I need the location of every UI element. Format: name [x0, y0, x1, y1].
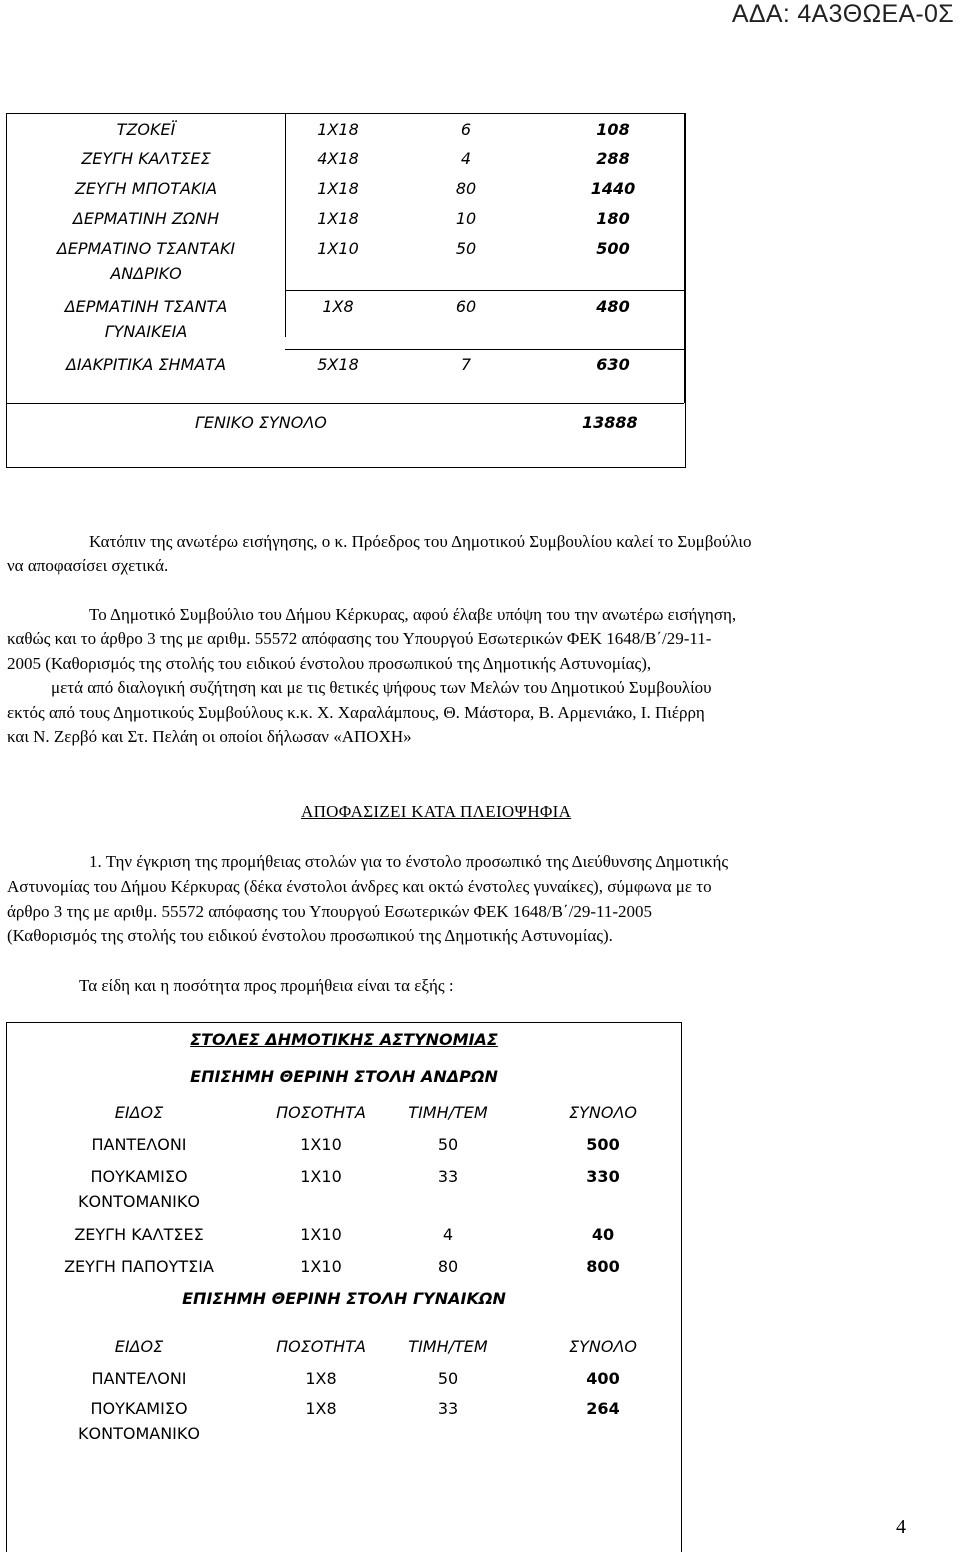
paragraph-line: Κατόπιν της ανωτέρω εισήγησης, ο κ. Πρόεδρος του Δημοτικού Συμβουλίου καλεί το Συμβούλιο — [89, 532, 752, 551]
item-name: ΔΙΑΚΡΙΤΙΚΑ ΣΗΜΑΤΑ — [65, 355, 227, 374]
col-header-total: ΣΥΝΟΛΟ — [569, 1103, 637, 1122]
item-name: ΔΕΡΜΑΤΙΝΗ ΤΣΑΝΤΑ — [64, 297, 228, 316]
paragraph-line: άρθρο 3 της με αριθμ. 55572 απόφασης του Υπουργού Εσωτερικών ΦΕΚ 1648/Β΄/29-11-2005 — [7, 902, 653, 921]
item-size: 1X18 — [317, 179, 359, 198]
col-header-qty: ΠΟΣΟΤΗΤΑ — [276, 1103, 366, 1122]
uniform-total: 400 — [586, 1369, 620, 1388]
item-name: ΖΕΥΓΗ ΜΠΟΤΑΚΙΑ — [74, 179, 218, 198]
uniform-item: ΠΑΝΤΕΛΟΝΙ — [91, 1369, 187, 1388]
uniform-qty: 1X8 — [305, 1369, 337, 1388]
uniform-item: ΠΑΝΤΕΛΟΝΙ — [91, 1135, 187, 1154]
uniform-qty: 1X10 — [300, 1225, 342, 1244]
items-table-rows — [7, 114, 685, 403]
uniforms-table — [6, 1022, 682, 1552]
uniform-qty: 1X10 — [300, 1257, 342, 1276]
item-total: 1440 — [590, 179, 636, 198]
paragraph-line: και Ν. Ζερβό και Στ. Πελάη οι οποίοι δήλωσαν «ΑΠΟΧΗ» — [7, 727, 412, 746]
uniform-total: 800 — [586, 1257, 620, 1276]
uniform-item: ΖΕΥΓΗ ΚΑΛΤΣΕΣ — [74, 1225, 204, 1244]
item-total: 500 — [596, 239, 630, 258]
uniform-price: 33 — [437, 1167, 459, 1186]
uniform-item: ΠΟΥΚΑΜΙΣΟ — [90, 1167, 188, 1186]
paragraph-line: εκτός από τους Δημοτικούς Συμβούλους κ.κ. Χ. Χαραλάμπους, Θ. Μάστορα, Β. Αρμενιάκο, Ι. Πιέρρη — [7, 703, 705, 722]
col-header-item: ΕΙΔΟΣ — [114, 1337, 164, 1356]
grand-total-value: 13888 — [582, 413, 638, 432]
paragraph-line: Το Δημοτικό Συμβούλιο του Δήμου Κέρκυρας, αφού έλαβε υπόψη του την ανωτέρω εισήγηση, — [89, 605, 737, 624]
uniform-item-cont: ΚΟΝΤΟΜΑΝΙΚΟ — [78, 1424, 200, 1443]
uniform-price: 50 — [437, 1369, 459, 1388]
paragraph-line: Τα είδη και η ποσότητα προς προμήθεια είναι τα εξής : — [79, 976, 454, 995]
col-header-total: ΣΥΝΟΛΟ — [569, 1337, 637, 1356]
col-header-price: ΤΙΜΗ/ΤΕΜ — [408, 1337, 488, 1356]
row-divider — [285, 290, 684, 291]
item-size: 1X18 — [317, 120, 359, 139]
item-name: ΤΖΟΚΕΪ — [116, 120, 176, 139]
item-total: 480 — [596, 297, 630, 316]
item-total: 180 — [596, 209, 630, 228]
paragraph-line: 1. Την έγκριση της προμήθειας στολών για το ένστολο προσωπικό της Διεύθυνσης Δημοτικής — [89, 852, 729, 871]
item-qty: 10 — [455, 209, 477, 228]
men-section-title: ΕΠΙΣΗΜΗ ΘΕΡΙΝΗ ΣΤΟΛΗ ΑΝΔΡΩΝ — [190, 1067, 498, 1086]
uniform-qty: 1X10 — [300, 1135, 342, 1154]
item-name-cont: ΓΥΝΑΙΚΕΙΑ — [104, 322, 188, 341]
paragraph-line: μετά από διαλογική συζήτηση και με τις θετικές ψήφους των Μελών του Δημοτικού Συμβουλίου — [51, 678, 712, 697]
item-qty: 50 — [455, 239, 477, 258]
uniform-total: 330 — [586, 1167, 620, 1186]
item-total: 108 — [596, 120, 630, 139]
item-size: 5X18 — [317, 355, 359, 374]
uniform-qty: 1X8 — [305, 1399, 337, 1418]
col-header-price: ΤΙΜΗ/ΤΕΜ — [408, 1103, 488, 1122]
row-divider — [285, 349, 684, 350]
ada-code: ΑΔΑ: 4Α3ΘΩΕΑ-0Σ — [731, 0, 954, 28]
uniform-price: 50 — [437, 1135, 459, 1154]
item-name-cont: ΑΝΔΡΙΚΟ — [110, 264, 182, 283]
paragraph-line: καθώς και το άρθρο 3 της με αριθμ. 55572 απόφασης του Υπουργού Εσωτερικών ΦΕΚ 1648/Β΄/29-11- — [7, 629, 712, 648]
uniform-qty: 1X10 — [300, 1167, 342, 1186]
uniform-price: 33 — [437, 1399, 459, 1418]
uniform-item: ΖΕΥΓΗ ΠΑΠΟΥΤΣΙΑ — [64, 1257, 214, 1276]
item-qty: 6 — [460, 120, 472, 139]
item-size: 1X8 — [322, 297, 354, 316]
item-size: 1X10 — [317, 239, 359, 258]
decision-heading: ΑΠΟΦΑΣΙΖΕΙ ΚΑΤΑ ΠΛΕΙΟΨΗΦΙΑ — [301, 802, 572, 821]
items-table — [6, 113, 686, 468]
item-name: ΔΕΡΜΑΤΙΝΗ ΖΩΝΗ — [72, 209, 220, 228]
paragraph-line: Αστυνομίας του Δήμου Κέρκυρας (δέκα ένστολοι άνδρες και οκτώ ένστολες γυναίκες), σύμφωνα με το — [7, 877, 712, 896]
col-header-qty: ΠΟΣΟΤΗΤΑ — [276, 1337, 366, 1356]
uniform-price: 80 — [437, 1257, 459, 1276]
item-size: 1X18 — [317, 209, 359, 228]
uniform-total: 500 — [586, 1135, 620, 1154]
item-qty: 80 — [455, 179, 477, 198]
grand-total-label: ΓΕΝΙΚΟ ΣΥΝΟΛΟ — [195, 413, 327, 432]
item-total: 630 — [596, 355, 630, 374]
uniform-price: 4 — [442, 1225, 454, 1244]
uniform-item-cont: ΚΟΝΤΟΜΑΝΙΚΟ — [78, 1192, 200, 1211]
item-name: ΖΕΥΓΗ ΚΑΛΤΣΕΣ — [81, 149, 211, 168]
uniform-total: 40 — [591, 1225, 615, 1244]
uniform-total: 264 — [586, 1399, 620, 1418]
paragraph-line: να αποφασίσει σχετικά. — [7, 556, 169, 575]
women-section-title: ΕΠΙΣΗΜΗ ΘΕΡΙΝΗ ΣΤΟΛΗ ΓΥΝΑΙΚΩΝ — [182, 1289, 506, 1308]
item-qty: 7 — [460, 355, 472, 374]
paragraph-line: (Καθορισμός της στολής του ειδικού ένστολου προσωπικού της Δημοτικής Αστυνομίας). — [7, 926, 613, 945]
item-qty: 60 — [455, 297, 477, 316]
page-number: 4 — [896, 1516, 906, 1538]
item-qty: 4 — [460, 149, 472, 168]
row-divider — [7, 403, 684, 404]
paragraph-line: 2005 (Καθορισμός της στολής του ειδικού ένστολου προσωπικού της Δημοτικής Αστυνομίας), — [7, 654, 652, 673]
col-header-item: ΕΙΔΟΣ — [114, 1103, 164, 1122]
item-size: 4X18 — [317, 149, 359, 168]
uniform-item: ΠΟΥΚΑΜΙΣΟ — [90, 1399, 188, 1418]
item-total: 288 — [596, 149, 630, 168]
item-name: ΔΕΡΜΑΤΙΝΟ ΤΣΑΝΤΑΚΙ — [56, 239, 236, 258]
uniforms-title: ΣΤΟΛΕΣ ΔΗΜΟΤΙΚΗΣ ΑΣΤΥΝΟΜΙΑΣ — [190, 1030, 498, 1049]
